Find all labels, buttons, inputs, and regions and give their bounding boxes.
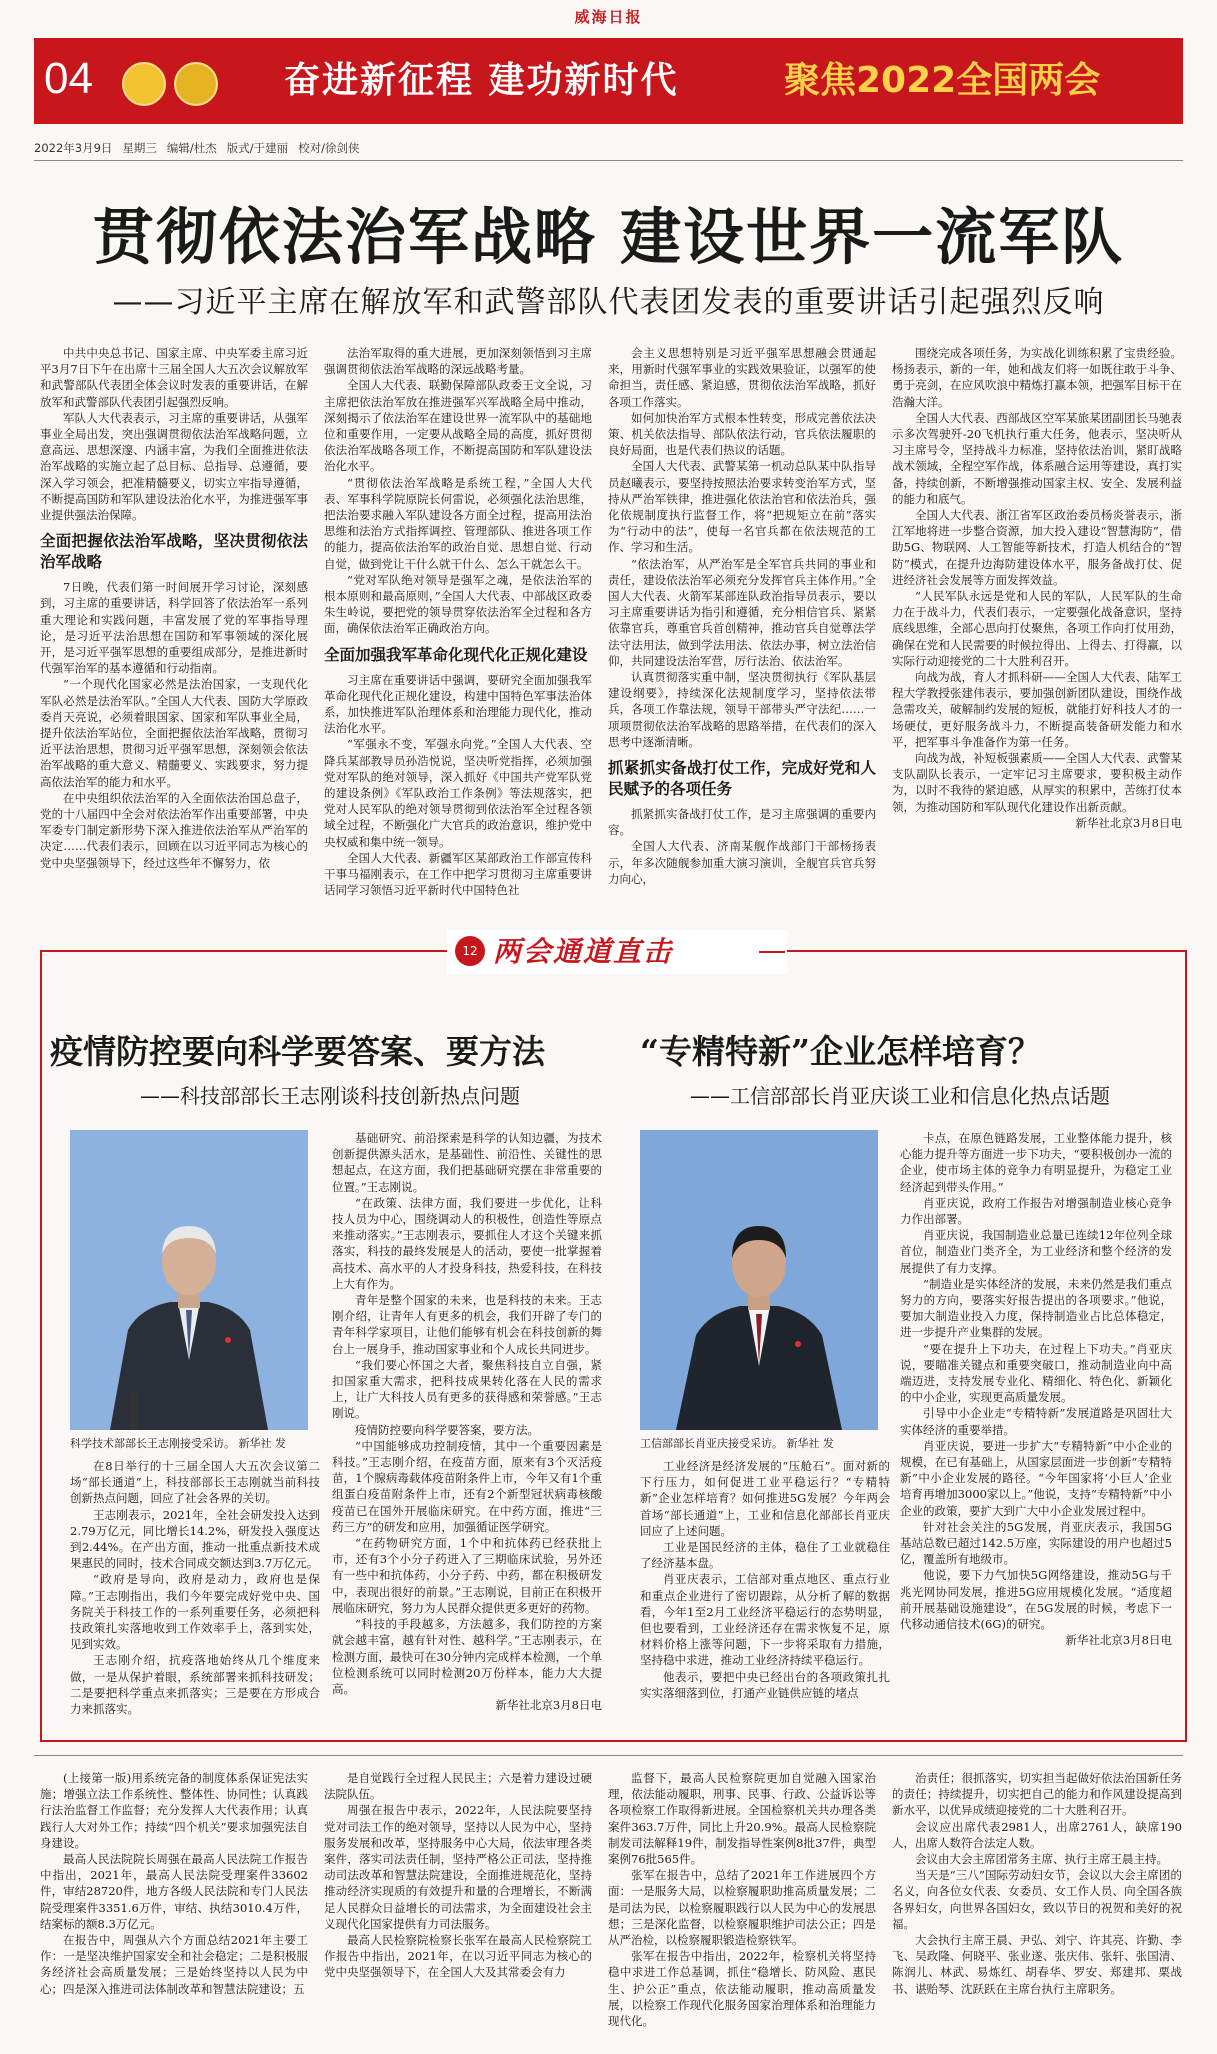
paragraph: 卡点，在原色链路发展，工业整体能力提升，核心能力提升等方面进一步下功夫，“要积极创办一流的企业，使市场主体的竞争力有明显提升，为稳定工业经济起到带头作用。”	[900, 1131, 1172, 1194]
lead-subheadline: ——习近平主席在解放军和武警部队代表团发表的重要讲话引起强烈反响	[112, 285, 1105, 320]
paragraph: 工业是国民经济的主体，稳住了工业就稳住了经济基本盘。	[640, 1540, 890, 1571]
paragraph: 全国人大代表、浙江省军区政治委员杨炎誉表示，浙江军地将进一步整合资源，加大投入建设“智慧海防”，借助5G、物联网、人工智能等新技术，打造人机结合的“智防”模式，在提升边海防建设体水平，服务备战打仗、促进经济社会发展等方面发挥效益。	[892, 508, 1182, 587]
section-heading: 抓紧抓实备战打仗工作，完成好党和人民赋予的各项任务	[608, 759, 876, 799]
paragraph: 会主义思想特别是习近平强军思想融会贯通起来，用新时代强军事业的实践效果验证，以强军的使命担当，责任感、紧迫感，贯彻依法治军战略，抓好各项工作落实。	[608, 346, 876, 409]
paragraph: 大会执行主席王晨、尹弘、刘宁、许其亮、许勤、李飞、吴政隆、何晓平、张业遂、张庆伟、张轩、张国清、陈润儿、林武、易炼红、胡春华、罗安、郑建邦、栗战书、谌贻琴、沈跃跃在主席台执行主席职务。	[892, 1933, 1182, 1996]
paragraph: 全国人大代表、西部战区空军某旅某团副团长马驰表示多次驾驶歼-20飞机执行重大任务，他表示，坚决听从习主席号令，坚持战斗力标准，坚持依法治训，紧盯战略战术领域，全程空军作战，体系融合运用等建设，真打实备，持续创新，不断增强推动国家主权、安全、发展利益的能力和底气。	[892, 410, 1182, 506]
paragraph: 抓紧抓实备战打仗工作，是习主席强调的重要内容。	[608, 807, 876, 838]
science-column-b	[332, 1130, 602, 1728]
paragraph: “依法治军，从严治军是全军官兵共同的事业和责任，建设依法治军必须充分发挥官兵主体作用。”全国人大代表、火箭军某部连队政治指导员表示，要以习主席重要讲话为指引和遵循，充分相信官兵、紧紧依靠官兵，尊重官兵首创精神，推动官兵自觉尊法学法守法用法，做到学法用法、依法办事，树立法治信仰，共同建设法治军营，厉行法治、依法治军。	[608, 556, 876, 668]
layout-editor: 版式/于建丽	[226, 141, 289, 155]
section-heading: 全面把握依法治军战略，坚决贯彻依法治军战略	[40, 532, 308, 572]
industry-column-a	[640, 1458, 890, 1728]
photo-xiao-yaqing	[640, 1130, 878, 1430]
science-column-a	[70, 1458, 320, 1728]
issue-date: 2022年3月9日	[34, 141, 113, 155]
paragraph: 中共中央总书记、国家主席、中央军委主席习近平3月7日下午在出席十三届全国人大五次会议解放军和武警部队代表团全体会议时发表的重要讲话，在解放军和武警部队代表团引起强烈反响。	[40, 346, 308, 409]
paragraph: 工业经济是经济发展的“压舱石”。面对新的下行压力，如何促进工业平稳运行？“专精特新”企业怎样培育？如何推进5G发展？今年两会首场“部长通道”上，工业和信息化部部长肖亚庆回应了上述问题。	[640, 1459, 890, 1538]
article-headline-industry: “专精特新”企业怎样培育？	[640, 1032, 1041, 1071]
photo-wang-zhigang	[70, 1130, 308, 1430]
paragraph: 全国人大代表、新疆军区某部政治工作部宣传科干事马福刚表示，在工作中把学习贯彻习主席重要讲话同学习领悟习近平新时代中国特色社	[324, 850, 592, 898]
paragraph: “政府是导向，政府是动力，政府也是保障。”王志刚指出，我们今年要完成好党中央、国务院关于科技工作的一系列重要任务，必须把科技政策扎实落地收到工作效率手上，落到实处，见到实效。	[70, 1572, 320, 1652]
tag-rule	[759, 951, 785, 953]
paragraph: 基础研究、前沿探索是科学的认知边疆，为技术创新提供源头活水，是基础性、前沿性、关键性的思想起点，在这方面，我们把基础研究摆在非常重要的位置。”王志刚说。	[332, 1131, 602, 1194]
paragraph: 在报告中，周强从六个方面总结2021年主要工作：一是坚决维护国家安全和社会稳定；二是积极服务经济社会高质量发展；三是始终坚持以人民为中心；四是深入推进司法体制改革和智慧法院建设；五	[40, 1933, 308, 1996]
page-banner	[34, 38, 1183, 124]
paragraph: 7日晚，代表们第一时间展开学习讨论，深刻感到，习主席的重要讲话，科学回答了依法治军一系列重大理论和实践问题，丰富发展了党的军事指导理论，是习近平法治思想在国防和军事领域的深化展开，是习近平强军思想的重要组成部分，是推进新时代强军治军的基本遵循和行动指南。	[40, 580, 308, 676]
paragraph: 如何加快治军方式根本性转变，形成完善依法决策、机关依法指导、部队依法行动，官兵依法履职的良好局面，也是代表们热议的话题。	[608, 410, 876, 458]
article-subheadline-industry: ——工信部部长肖亚庆谈工业和信息化热点话题	[690, 1084, 1110, 1108]
paragraph: 会议由大会主席团常务主席、执行主席王晨主持。	[915, 1852, 1168, 1867]
paragraph: “军强永不变，军强永向党。”全国人大代表、空降兵某部教导员孙浩悦说，坚决听党指挥，必须加强党对军队的绝对领导，深入抓好《中国共产党军队党的建设条例》《军队政治工作条例》等法规落实，把党对人民军队的绝对领导贯彻到依法治军全过程各领域全过程，不断强化广大官兵的政治意识，维护党中央权威和集中统一领导。	[324, 737, 592, 849]
continued-column-4	[892, 1770, 1182, 2050]
paragraph: “我们要心怀国之大者，聚焦科技自立自强，紧扣国家重大需求，把科技成果转化落在人民的需求上，让广大科技人员有更多的获得感和荣誉感。”王志刚说。	[332, 1357, 602, 1421]
paragraph: 最高人民法院院长周强在最高人民法院工作报告中指出，2021年，最高人民法院受理案件33602件，审结28720件，地方各级人民法院和专门人民法院受理案件3351.6万件，审结、执结3010.4万件，结案标的额8.3万亿元。	[40, 1852, 308, 1931]
paragraph: 全国人大代表、联勤保障部队政委王文全说，习主席把依法治军放在推进强军兴军战略全局中推动，深刻揭示了依法治军在建设世界一流军队中的基础地位和重要作用，一定要从战略全局的高度，抓好贯彻依法治军战略各项工作，不断提高国防和军队建设法治化水平。	[324, 378, 592, 474]
paragraph: 张军在报告中，总结了2021年工作进展四个方面：一是服务大局，以检察履职助推高质量发展；二是司法为民，以检察履职践行以人民为中心的发展思想；三是深化监督，以检察履职维护司法公正；四是从严治检，以检察履职锻造检察铁军。	[608, 1868, 876, 1948]
paragraph: 他说，要下力气加快5G网络建设，推动5G与千兆光网协同发展，推进5G应用规模化发展。“适度超前开展基础设施建设”，在5G发展的时候，考虑下一代移动通信技术(6G)的研究。	[900, 1568, 1172, 1632]
byline: 新华社北京3月8日电	[1065, 1633, 1172, 1648]
paragraph: “党对军队绝对领导是强军之魂，是依法治军的根本原则和最高原则，”全国人大代表、中部战区政委朱生岭说，要把党的领导贯穿依法治军全过程和各方面，确保依法治军正确政治方向。	[324, 572, 592, 636]
paragraph: 他表示，要把中央已经出台的各项政策扎扎实实落细落到位，打通产业链供应链的堵点	[640, 1669, 890, 1700]
article-subheadline-science: ——科技部部长王志刚谈科技创新热点问题	[140, 1084, 520, 1108]
paragraph: 法治军取得的重大进展，更加深刻领悟到习主席强调贯彻依法治军战略的深远战略考量。	[324, 346, 592, 377]
lead-column-3	[608, 345, 876, 910]
paragraph: 周强在报告中表示，2022年，人民法院要坚持党对司法工作的绝对领导，坚持以人民为中心，坚持服务发展和改革，坚持服务中心大局，依法审理各类案件，落实司法责任制，坚持严格公正司法，坚持推动司法改革和智慧法院建设，全面推进规范化，坚持推动经济实现质的有效提升和量的合理增长，不断满足人民群众日益增长的司法需求，为全面建设社会主义现代化国家提供有力司法服务。	[324, 1803, 592, 1931]
paragraph: 是自觉践行全过程人民民主；六是着力建设过硬法院队伍。	[324, 1771, 592, 1802]
photo-caption: 科学技术部部长王志刚接受采访。 新华社 发	[70, 1437, 286, 1450]
national-emblem-icon	[122, 62, 166, 106]
paragraph: 王志刚介绍，抗疫落地始终从几个维度来做，一是从保护着眼，系统部署来抓科技研发；二是要把科学重点来抓落实；三是要在方形成合力来抓落实。	[70, 1653, 320, 1717]
paragraph: “人民军队永远是党和人民的军队，人民军队的生命力在于战斗力，代表们表示，一定要强化战备意识，坚持底线思维，全部心思向打仗聚焦，各项工作向打仗用劲，确保在党和人民需要的时候拉得出、上得去、打得赢，以实际行动迎接党的二十大胜利召开。	[892, 589, 1182, 668]
paragraph: 肖亚庆表示，工信部对重点地区、重点行业和重点企业进行了密切跟踪，从分析了解的数据看，今年1至2月工业经济平稳运行的态势明显，但也要看到，工业经济还存在需求恢复不足，原材料价格上涨等问题，下一步将采取有力措施，坚持稳中求进，推动工业经济持续平稳运行。	[640, 1572, 890, 1668]
cppcc-emblem-icon	[174, 62, 218, 106]
weekday: 星期三	[122, 141, 157, 155]
paragraph: “一个现代化国家必然是法治国家，一支现代化军队必然是法治军队。”全国人大代表、国防大学原政委肖天亮说，必须着眼国家、国家和军队事业全局，提升依法治军站位，全面把握依法治军战略，贯彻习近平法治思想，贯彻习近平强军思想，深刻领会依法治军战略的重大意义、精髓要义、实践要求，努力提高依法治军的能力和水平。	[40, 677, 308, 789]
banner-focus: 聚焦2022全国两会	[784, 60, 1101, 101]
paragraph: “要在提升上下功夫，在过程上下功夫。”肖亚庆说，要瞄准关键点和重要突破口，推动制造业向中高端迈进，支持发展专业化、精细化、特色化、新颖化的中小企业，实现更高质量发展。	[900, 1341, 1172, 1405]
paragraph: 最高人民检察院检察长张军在最高人民检察院工作报告中指出，2021年，在以习近平同志为核心的党中央坚强领导下，在全国人大及其常委会有力	[324, 1933, 592, 1980]
byline: 新华社北京3月8日电	[495, 1698, 602, 1713]
paragraph: 引导中小企业走“专精特新”发展道路是巩固壮大实体经济的重要举措。	[900, 1406, 1172, 1437]
paragraph: 向战为战，育人才抓科研——全国人大代表、陆军工程大学教授张建伟表示，要加强创新团队建设，围绕作战急需攻关，破解制约发展的短板，就能打好科技人才的一场硬仗，更好服务战斗力，不断提高装备研发能力和水平，把军事斗争准备作为第一任务。	[892, 670, 1182, 749]
paragraph: “在政策、法律方面，我们要进一步优化，让科技人员为中心，围绕调动人的积极性，创造性等原点来推动落实。”王志刚表示，要抓住人才这个关键来抓落实，科技的最终发展是人的活动，要使一批掌握着高技术、高水平的人才投身科技，热爱科技，在科技上大有作为。	[332, 1195, 602, 1291]
paragraph: 肖亚庆说，我国制造业总量已连续12年位列全球首位，制造业门类齐全，为工业经济和整个经济的发展提供了有力支撑。	[900, 1228, 1172, 1275]
newspaper-name: 威海日报	[574, 8, 643, 26]
paragraph: 认真贯彻落实重中制，坚决贯彻执行《军队基层建设纲要》，持续深化法规制度学习，坚持依法带兵，各项工作靠法规，领导干部带头严守法纪……一项项贯彻依法治军战略的思路举措，在代表们的深入思考中逐渐清晰。	[608, 670, 876, 749]
article-headline-science: 疫情防控要向科学要答案、要方法	[50, 1032, 545, 1071]
paragraph: 张军在报告中指出，2022年，检察机关将坚持稳中求进工作总基调，抓住“稳增长、防风险、惠民生、护公正”重点，依法能动履职，推动高质量发展，以检察工作现代化服务国家治理体系和治理能力现代化。	[608, 1949, 876, 2029]
paragraph: 监督下，最高人民检察院更加自觉融入国家治理，依法能动履职，刑事、民事、行政、公益诉讼等各项检察工作取得新进展。全国检察机关共办理各类案件363.7万件，同比上升20.9%。最高人民检察院制发司法解释19件，制发指导性案例8批37件，典型案例76批565件。	[608, 1771, 876, 1867]
paragraph: “在药物研究方面，1个中和抗体药已经获批上市，还有3个小分子药进入了三期临床试验，另外还有一些中和抗体药，小分子药、中药，都在积极研发中，表现出很好的前景。”王志刚说，目前正在积极开展临床研究，努力为人民群众提供更多更好的药物。	[332, 1536, 602, 1615]
continued-column-1	[40, 1770, 308, 2050]
paragraph: 治责任；很抓落实，切实担当起做好依法治国新任务的责任；持续提升，切实把自己的能力和作风建设提高到新水平，以优异成绩迎接党的二十大胜利召开。	[892, 1771, 1182, 1818]
paragraph: 会议应出席代表2981人，出席2761人，缺席190人，出席人数符合法定人数。	[892, 1819, 1182, 1850]
paragraph: (上接第一版)用系统完备的制度体系保证宪法实施；增强立法工作系统性、整体性、协同性；认真践行法治监督工作监督；充分发挥人大代表作用；认真践行人大对外工作；持续“四个机关”要求加强宪法自身建设。	[40, 1771, 308, 1850]
paragraph: “制造业是实体经济的发展，未来仍然是我们重点努力的方向，要落实好报告提出的各项要求。”他说，要加大制造业投入力度，保持制造业占比总体稳定，进一步提升产业集群的发展。	[900, 1276, 1172, 1340]
paragraph: 围绕完成各项任务，为实战化训练积累了宝贵经验。杨扬表示，新的一年，她和战友们将一如既往敢于斗争、勇于亮剑，在应风吹浪中精炼打赢本领，把强军目标干在浩瀚大洋。	[892, 346, 1182, 409]
divider	[34, 1755, 1183, 1756]
paragraph: 肖亚庆说，要进一步扩大“专精特新”中小企业的规模，在已有基础上，从国家层面进一步创新“专精特新”中小企业发展的路径。“今年国家将‘小巨人’企业培育再增加3000家以上。”他说，支持“专精特新”中小企业的政策，要扩大到广大中小企业发展过程中。	[900, 1438, 1172, 1518]
paragraph: 在8日举行的十三届全国人大五次会议第二场“部长通道”上，科技部部长王志刚就当前科技创新热点问题，回应了社会各界的关切。	[70, 1459, 320, 1506]
proofreader: 校对/徐剑侠	[298, 141, 360, 155]
lead-headline: 贯彻依法治军战略 建设世界一流军队	[92, 202, 1125, 273]
paragraph: “中国能够成功控制疫情，其中一个重要因素是科技。”王志刚介绍，在疫苗方面，原来有3个灭活疫苗，1个腺病毒载体疫苗附条件上市，今年又有1个重组蛋白疫苗附条件上市，还有2个新型冠状病毒核酸疫苗已在国外开展临床研究。在中药方面，推进“三药三方”的研发和应用，加强循证医学研究。	[332, 1438, 602, 1534]
page-number: 04	[44, 54, 93, 103]
lead-column-2	[324, 345, 592, 910]
section-heading: 全面加强我军革命化现代化正规化建设	[324, 645, 588, 664]
section-tag-label: 两会通道直击	[493, 935, 674, 968]
paragraph: “科技的手段越多，方法越多，我们防控的方案就会越丰富，越有针对性、越科学。”王志刚表示，在检测方面，最快可在30分钟内完成样本检测，一个单位检测系统可以同时检测20万份样本，能力大大提高。	[332, 1617, 602, 1696]
section-tag-number: 12	[455, 936, 485, 966]
paragraph: 当天是“三八”国际劳动妇女节，会议以大会主席团的名义，向各位女代表、女委员、女工作人员、向全国各族各界妇女，向世界各国妇女，致以节日的祝贺和美好的祝福。	[892, 1868, 1182, 1931]
paragraph: 王志刚表示，2021年，全社会研发投入达到2.79万亿元，同比增长14.2%，研发投入强度达到2.44%。在产出方面，推动一批重点新技术成果惠民的同时，技术合同成交额达到3.7万亿元。	[70, 1507, 320, 1571]
paragraph: 全国人大代表、武警某第一机动总队某中队指导员赵曦表示，要坚持按照法治要求转变治军方式，坚持从严治军铁律，推进强化依法治官和依法治兵，强化依规制度执行监督工作，将“把规矩立在前”落实为“行动中的法”，使每一名官兵都在依法规范的工作、学习和生活。	[608, 459, 876, 555]
industry-column-b	[900, 1130, 1172, 1728]
paragraph: 疫情防控要向科学要答案，要方法。	[355, 1422, 539, 1437]
masthead	[0, 0, 1217, 34]
paragraph: 针对社会关注的5G发展，肖亚庆表示，我国5G基站总数已超过142.5万座，实际建设的用户也超过5亿，覆盖所有地级市。	[900, 1519, 1172, 1567]
editor: 编辑/杜杰	[166, 141, 217, 155]
paragraph: 全国人大代表、济南某舰作战部门干部杨扬表示，年多次随舰参加重大演习演训，全舰官兵官兵努力向心，	[608, 839, 876, 886]
paragraph: 在中央组织依法治军的入全面依法治国总盘子，党的十八届四中全会对依法治军作出重要部署，中央军委专门制定新形势下深入推进依法治军从严治军的决定……代表们表示，回顾在以习近平同志为核心的党中央坚强领导下，经过这些年不懈努力，依	[40, 790, 308, 870]
photo-caption: 工信部部长肖亚庆接受采访。 新华社 发	[640, 1437, 834, 1450]
lead-column-1	[40, 345, 308, 910]
paragraph: 向战为战，补短板强素质——全国人大代表、武警某支队副队长表示，一定牢记习主席要求，要积极主动作为，以时不我待的紧迫感，从厚实的积累中，苦练打仗本领，为推动国防和军队现代化建设作出新贡献。	[892, 751, 1182, 814]
paragraph: 习主席在重要讲话中强调，要研究全面加强我军革命化现代化正规化建设，构建中国特色军事法治体系，加快推进军队治理体系和治理能力现代化，推动法治化水平。	[324, 672, 592, 736]
dateline	[34, 140, 370, 156]
continued-column-2	[324, 1770, 592, 2050]
byline: 新华社北京3月8日电	[1075, 815, 1182, 830]
banner-slogan: 奋进新征程 建功新时代	[284, 60, 679, 101]
paragraph: 青年是整个国家的未来，也是科技的未来。王志刚介绍，让青年人有更多的机会，我们开辟了专门的青年科学家项目，让他们能够有机会在科技创新的舞台上一展身手，推动国家事业和个人成长共同进步。	[332, 1293, 602, 1356]
paragraph: “贯彻依法治军战略是系统工程，”全国人大代表、军事科学院原院长何雷说，必须强化法治思维，把法治要求融入军队建设各方面全过程，提高用法治思维和法治方式指挥调控、管理部队、推进各项工作的能力，提高依法治军的政治自觉、思想自觉、行动自觉，做到党让干什么就干什么、怎么干就怎么干。	[324, 475, 592, 571]
lead-column-4	[892, 345, 1182, 910]
paragraph: 肖亚庆说，政府工作报告对增强制造业核心竞争力作出部署。	[900, 1195, 1172, 1227]
section-tag	[447, 930, 787, 974]
divider	[34, 160, 1183, 161]
paragraph: 军队人大代表表示，习主席的重要讲话，从强军事业全局出发，突出强调贯彻依法治军战略问题，立意高远、思想深邃、内涵丰富，为我们全面推进依法治军战略的实施立起了总目标、总指导、总遵循，要深入学习领会，把准精髓要义，切实立牢指导遵循，不断提高国防和军队建设法治化水平，为推进强军事业提供强法治保障。	[40, 410, 308, 523]
continued-column-3	[608, 1770, 876, 2050]
